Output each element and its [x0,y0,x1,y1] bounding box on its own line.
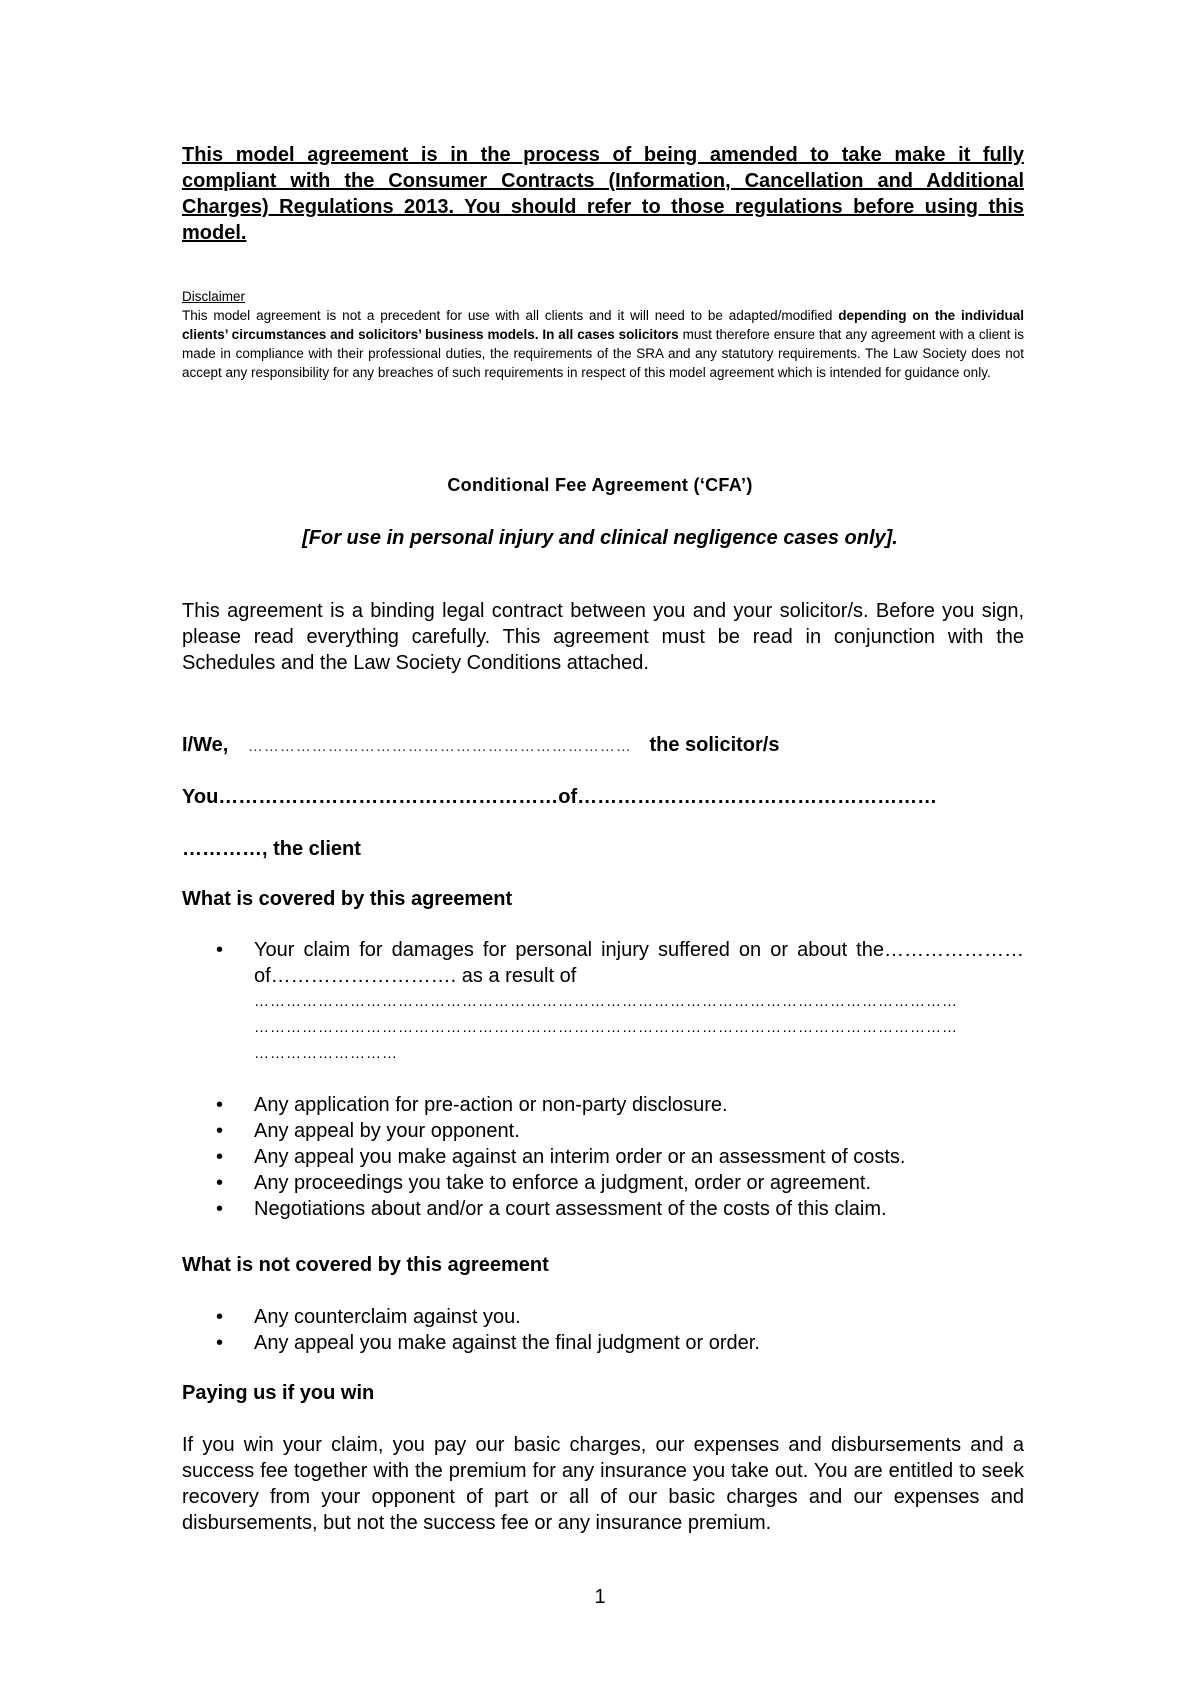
claim-dots-2: …………………………………………………………………………………………………………………… [254,1019,958,1036]
not-covered-list [182,1304,1024,1356]
disclaimer-heading: Disclaimer [182,289,246,304]
client-line-2: …………, the client [182,838,361,860]
solicitor-line [182,734,779,757]
solicitor-prefix: I/We, [182,734,229,756]
disclaimer-text [182,306,1024,382]
claim-dots-3: ……………………… [254,1045,398,1062]
client-line: You……………………………………………of……………………………………………… [182,786,938,808]
claim-item [182,937,1024,1067]
claim-list [182,937,1024,1067]
claim-text: • Your claim for damages for personal injury suffered on or about the…………………of………………………. as a result of [254,939,1024,987]
disclaimer-text-part-1: This model agreement is not a precedent for use with all clients and it will need to be adapted/modified [182,308,839,323]
not-covered-heading: What is not covered by this agreement [182,1254,549,1276]
paying-paragraph: If you win your claim, you pay our basic charges, our expenses and disbursements and a success fee together with the premium for any insurance you take out. You are entitled to seek recovery from your opponent of part or all of our basic charges and our expenses and disbursements, but not the success fee or any insurance premium. [182,1434,1024,1534]
amendment-notice: This model agreement is in the process of being amended to take make it fully compliant with the Consumer Contracts (Information, Cancellation and Additional Charges) Regulations 2013. You should refer to those regulations before using this model. [182,144,1024,244]
disclaimer-block [182,287,1024,382]
covered-list [182,1092,1024,1222]
list-item: • Any appeal you make against an interim order or an assessment of costs. [182,1144,1024,1170]
list-item: • Any appeal you make against the final judgment or order. [182,1330,1024,1356]
page-number: 1 [594,1586,606,1608]
covered-heading: What is covered by this agreement [182,888,513,910]
disclaimer-text-bold: depending on the individual clients’ circumstances and solicitors’ business models. In all cases solicitors [182,308,1024,342]
list-item: • Negotiations about and/or a court assessment of the costs of this claim. [182,1196,1024,1222]
list-item: • Any application for pre-action or non-party disclosure. [182,1092,1024,1118]
paying-heading: Paying us if you win [182,1382,375,1404]
list-item: • Any proceedings you take to enforce a judgment, order or agreement. [182,1170,1024,1196]
solicitor-name-field: ……………………………………………………………… [247,738,632,755]
disclaimer-text-part-2: must therefore ensure that any agreement with a client is made in compliance with their professional duties, the requirements of the SRA and any statutory requirements. The Law Society does not accept any responsibility for any breaches of such requirements in respect of this model agreement which is intended for guidance only. [182,327,1024,380]
claim-dots-1: …………………………………………………………………………………………………………………… [254,993,958,1010]
document-subtitle: [For use in personal injury and clinical negligence cases only]. [302,527,898,549]
list-item: • Any counterclaim against you. [182,1304,1024,1330]
list-item: • Any appeal by your opponent. [182,1118,1024,1144]
intro-paragraph: This agreement is a binding legal contract between you and your solicitor/s. Before you sign, please read everything carefully. This agreement must be read in conjunction with the Schedules and the Law Society Conditions attached. [182,600,1024,674]
document-title: Conditional Fee Agreement (‘CFA’) [447,475,753,495]
solicitor-suffix: the solicitor/s [649,734,780,756]
